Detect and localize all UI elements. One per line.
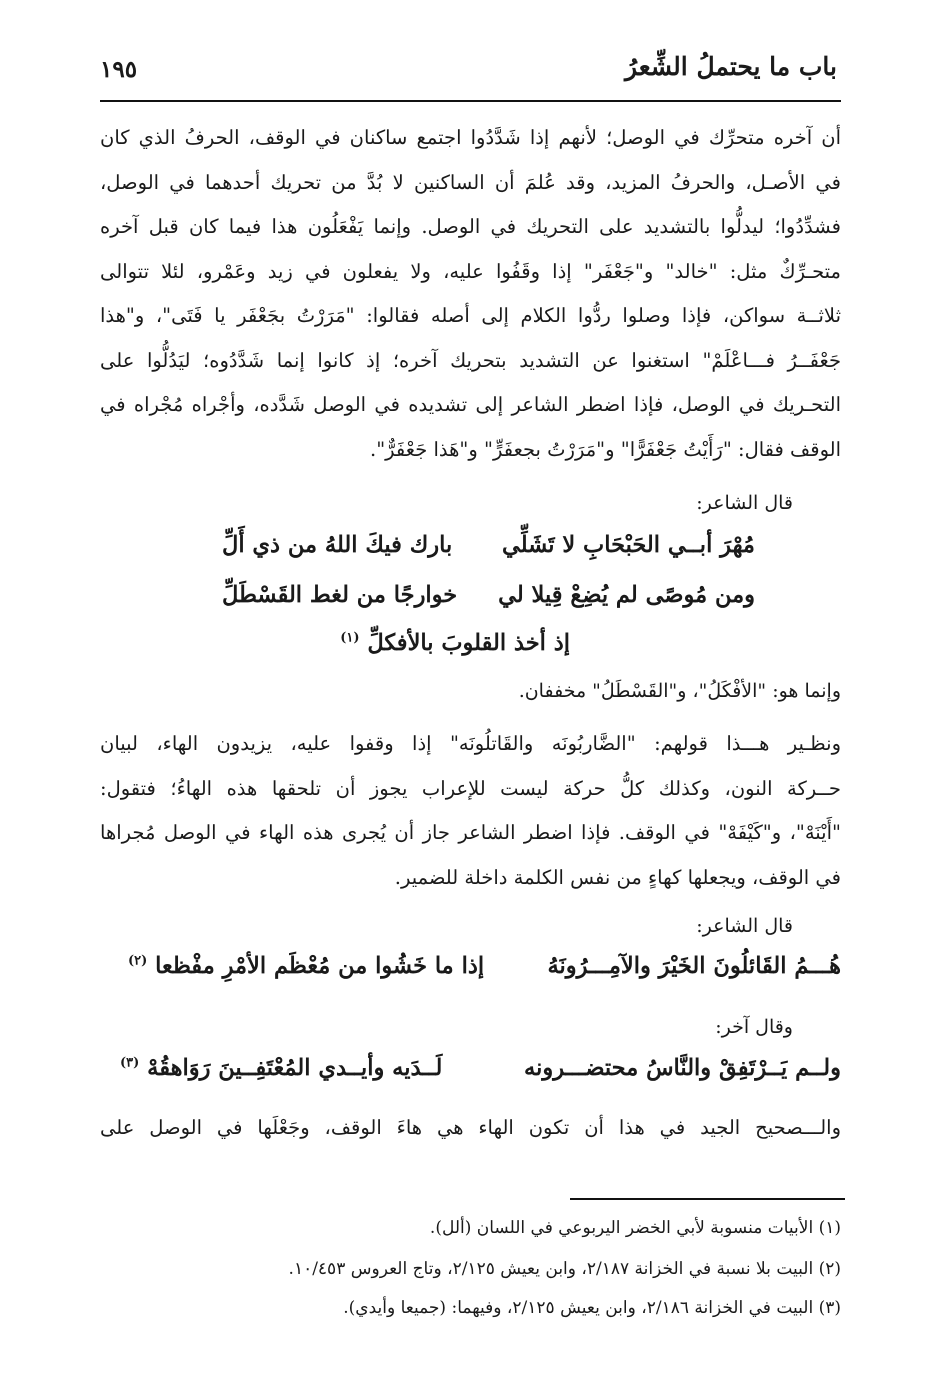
verse-hemistich-second: خوارجًا من لغط القَسْطَلِّ <box>222 582 458 608</box>
verse-hemistich-first: ولــم يَــرْتَفِقْ والنَّاسُ محتضـــرونه <box>524 1055 841 1081</box>
verse-hemistich-first: ومن مُوصًى لم يُضِعْ قِيلا لي <box>498 582 755 608</box>
footnote: (٣) البيت في الخزانة ٢/١٨٦، وابن يعيش ٢/١٢٥، وفيهما: (جميعا وأيدي). <box>343 1298 841 1318</box>
verse-hemistich-second <box>128 953 484 979</box>
text-line: "أَيْنَهْ"، و"كَيْفَهْ" في الوقف. فإذا اضطر الشاعر جاز أن يُجرى هذه الهاء في الوصل مُجراها <box>100 821 841 844</box>
footnote-rule <box>570 1198 845 1200</box>
poet-label: قال الشاعر: <box>696 915 793 937</box>
verse-single-line <box>340 630 570 656</box>
verse-hemistich-second <box>120 1055 442 1081</box>
verse-hemistich-first: مُهْرَ أبــي الحَبْحَابِ لا تَشَلِّي <box>502 532 755 558</box>
text-line: وإنما هو: "الأفْكَلُ"، و"القَسْطَلُ" مخففان. <box>518 680 841 702</box>
paragraph-3 <box>100 1106 841 1151</box>
text-line: متحـرِّكٌ مثل: "خالد" و"جَعْفَر" إذا وقَفُوا عليه، ولا يفعلون في زيد وعَمْرو، لئلا تتوالى <box>100 259 841 283</box>
text-line: التحـريك في الوصل، فإذا اضطر الشاعر إلى تشديده في الوصل شَدَّده، وأجْراه مُجْراه في <box>100 393 841 416</box>
verse-text: إذ أخذ القلوبَ بالأفكلِّ <box>367 630 570 656</box>
text-line: والـــصحيح الجيد في هذا أن تكون الهاء هي هاءَ الوقف، وجَعْلَها في الوصل على <box>100 1116 841 1139</box>
text-line: في الوقف، ويجعلها كهاءٍ من نفس الكلمة داخلة للضمير. <box>394 865 841 889</box>
text-line: حــركة النون، وكذلك كلُّ حركة ليست للإعراب يجوز أن تلحقها هذه الهاءُ؛ فتقول: <box>100 776 841 800</box>
text-line: في الأصـل، والحرفُ المزيد، وقد عُلمَ أن الساكنين لا بُدَّ من تحريك أحدهما في الوصل، <box>100 170 841 194</box>
paragraph-2 <box>100 722 841 900</box>
footnote-ref: (١) <box>340 630 360 646</box>
running-header-title: باب ما يحتملُ الشِّعرُ <box>625 52 837 81</box>
verse-text: لَــدَيه وأيــدي المُعْتَفِــينَ رَوَاهقُهْ <box>147 1055 443 1081</box>
verse-hemistich-second: بارك فيكَ اللهُ من ذي أَلِّ <box>222 532 453 558</box>
header-rule <box>100 100 841 102</box>
footnote-ref: (٣) <box>120 1055 140 1071</box>
text-line: الوقف فقال: "رَأَيْتُ جَعْفَرًّا" و"مَرَرْتُ بجعفَرٍّ" و"هَذا جَعْفَرٌّ". <box>370 437 841 461</box>
footnote: (١) الأبيات منسوبة لأبي الخضر اليربوعي في اللسان (ألل). <box>429 1218 841 1238</box>
footnote-ref: (٢) <box>128 953 148 969</box>
page-number: ١٩٥ <box>100 56 138 83</box>
paragraph-1 <box>100 116 841 472</box>
text-line: ثلاثــة سواكن، فإذا وصلوا ردُّوا الكلام إلى أصله فقالوا: "مَرَرْتُ بجَعْفَر يا فَتَى"، و"هذا <box>100 304 841 327</box>
text-line: جَعْفَــرُ فـــاعْلَمْ" استغنوا عن التشديد بتحريك آخره؛ إذ كانوا إنما شَدَّدُوه؛ ليَدُلُّوا على <box>100 348 841 372</box>
text-line: أن آخره متحرِّك في الوصل؛ لأنهم إذا شَدَّدُوا اجتمع ساكنان في الوقف، الحرفُ الذي كان <box>100 126 841 149</box>
footnote: (٢) البيت بلا نسبة في الخزانة ٢/١٨٧، وابن يعيش ٢/١٢٥، وتاج العروس ١٠/٤٥٣. <box>288 1259 841 1279</box>
text-line: فشدِّدُوا؛ ليدلُّوا بالتشديد على التحريك في الوصل. وإنما يَفْعَلُون هذا فيما كان قبل آخره <box>100 215 841 238</box>
verse-hemistich-first: هُـــمُ القَائلُونَ الخَيْرَ والآمِـــرُونَهُ <box>547 953 841 979</box>
poet-label: قال الشاعر: <box>696 492 793 514</box>
text-line: ونظـير هـــذا قولهم: "الضَّاربُونَه والقَاتلُونَه" إذا وقفوا عليه، يزيدون الهاء، لبيان <box>100 732 841 755</box>
verse-text: إذا ما خَشُوا من مُعْظَم الأمْرِ مفْظعا <box>155 953 485 979</box>
poet-label: وقال آخر: <box>715 1016 793 1038</box>
